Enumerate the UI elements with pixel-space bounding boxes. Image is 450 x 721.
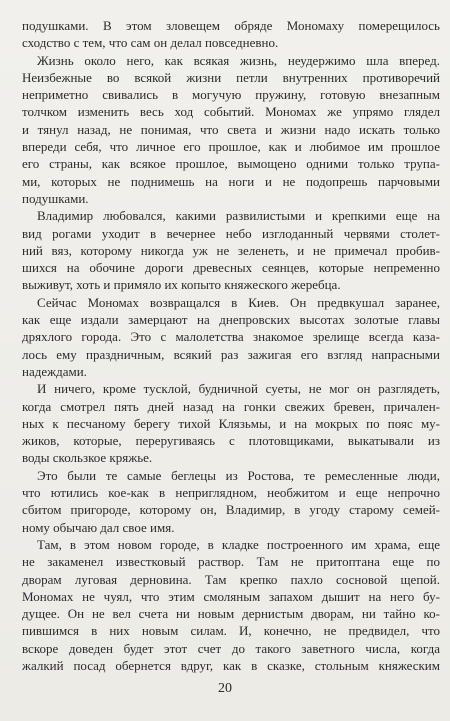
text-line: И ничего, кроме тусклой, будничной суеты, не мог он разглядеть, [37, 381, 440, 397]
body-text [22, 17, 440, 674]
text-line: сходство с тем, что сам он делал повседневно. [22, 35, 279, 51]
text-line: Неизбежные во всякой жизни петли внутренних противоречий [22, 69, 440, 85]
text-line: впереди себя, что личное его прошлое, как и любимое им прошлое [22, 139, 440, 155]
text-line: Сейчас Мономах возвращался в Киев. Он предвкушал заранее, [37, 294, 440, 310]
text-line: надеждами. [22, 363, 87, 379]
text-line: сбитом пригороде, которому он, Владимир, в угоду старому семей- [22, 502, 440, 518]
text-line: Это были те самые беглецы из Ростова, те ремесленные люди, [37, 467, 440, 483]
text-line: не закаменел известковый раствор. Там не притоптана еще по [22, 554, 440, 570]
text-line: шихся на обочине дороги древесных сеянцев, которые непременно [22, 260, 440, 276]
text-line: когда смотрел пять дней назад на гонки свежих бревен, причален- [22, 398, 440, 414]
text-line: подушками. В этом зловещем обряде Мономаху померещилось [22, 18, 440, 33]
page-number: 20 [218, 681, 232, 696]
text-line: толчком изменить весь ход событий. Мономах же упрямо глядел [22, 104, 440, 120]
text-line: Владимир любовался, какими развилистыми и крепкими еще на [37, 208, 440, 224]
text-line: пившимся в них новым силам. И, конечно, не предвидел, что [22, 623, 440, 639]
text-line: жалкий посад обернется вдруг, как в сказке, стольным княжеским [22, 657, 440, 673]
text-line: и тянул назад, не понимая, что света и жизни надо искать только [22, 121, 440, 137]
text-line: неприметно свивались в могучую пружину, готовую внезапным [22, 87, 440, 103]
text-line: Там, в этом новом городе, в кладке построенного им храма, еще [37, 536, 440, 552]
text-line: ных к песчаному берегу тихой Клязьмы, и на мокрых по пояс му- [22, 415, 440, 431]
text-line: его страны, как всякое прошлое, вымощено одними только трупа- [22, 156, 440, 172]
text-line: выживут, хоть и примяло их копыто княжеского жеребца. [22, 277, 341, 293]
text-line: дущее. Он не вел счета ни новым дернистым дворам, ни тайно ко- [22, 606, 440, 622]
text-line: ному обычаю дал свое имя. [22, 519, 175, 535]
text-line: что ютились кое-как в неприглядном, необжитом и еще непрочно [22, 485, 440, 501]
text-line: вскоре доведен будет этот счет до такого заветного числа, когда [22, 640, 440, 656]
text-line: жиков, которые, переругиваясь с плотовщиками, выкатывали из [22, 433, 440, 449]
text-line: Мономах не чуял, что этим смоляным запахом дышит на него бу- [22, 588, 440, 604]
text-line: вид рогами уходит в вечернее небо изглоданный червями столет- [22, 225, 440, 241]
text-line: дворам луговая дерновина. Там крепко пахло сосновой щепой. [22, 571, 440, 587]
text-line: как еще издали замерцают на днепровских высотах золотые главы [22, 312, 440, 328]
text-line: воды скользкое кряжье. [22, 450, 153, 466]
text-line: лось ему праздничным, всякий раз зажигая его взгляд напрасными [22, 346, 440, 362]
text-line: подушками. [22, 190, 89, 206]
text-line: ний вяз, которому никогда уж не зеленеть, и не примечал пробив- [22, 242, 440, 258]
text-line: Жизнь около него, как всякая жизнь, неудержимо шла вперед. [37, 52, 440, 68]
text-line: ми, которых не поднимешь на ноги и не подопрешь парчовыми [22, 173, 440, 189]
text-line: дряхлого города. Это с малолетства знакомое зрелище всегда каза- [22, 329, 440, 345]
